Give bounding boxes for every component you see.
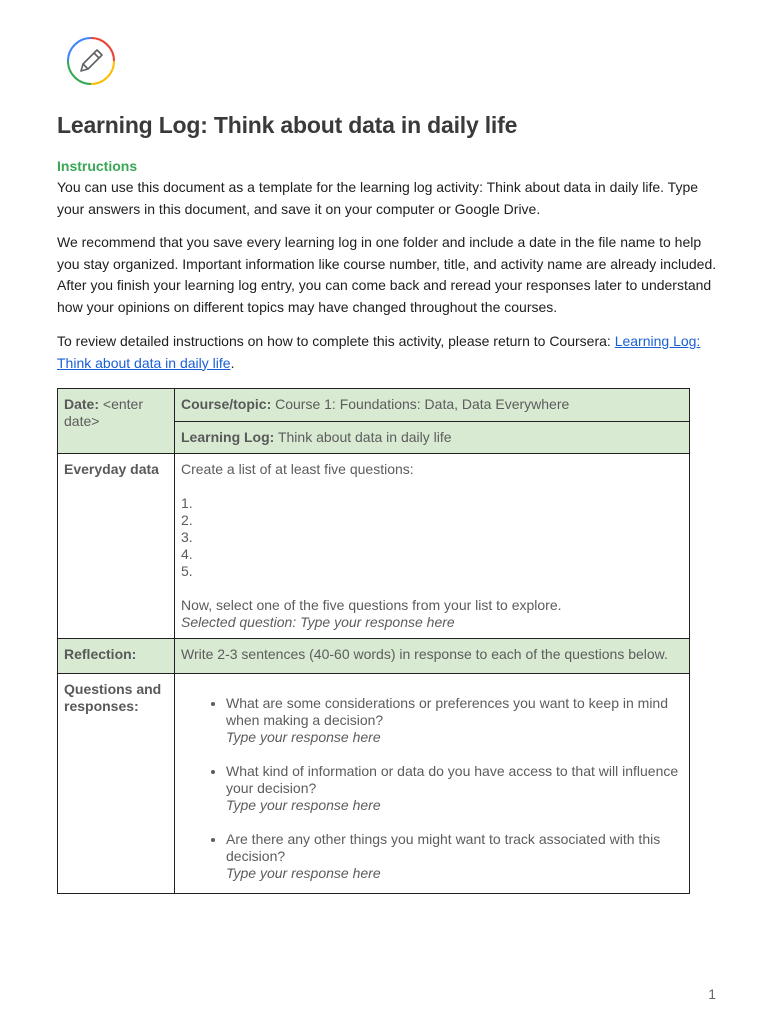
selected-question-line[interactable] — [181, 614, 683, 631]
coursera-activity-link[interactable]: Learning Log: Think about data in daily life — [57, 333, 701, 371]
everyday-prompt: Create a list of at least five questions: — [181, 461, 414, 477]
everyday-data-label: Everyday data — [64, 461, 159, 477]
question-list — [181, 695, 683, 882]
page-title: Learning Log: Think about data in daily life — [57, 112, 518, 138]
instructions-paragraph-2: We recommend that you save every learning log in one folder and include a date in the file name to help you stay organized. Important information like course number, title, and activity name are already included. After you finish your learning log entry, you can come back and reread your responses later to understand how your opinions on different topics may have changed throughout the courses. — [57, 234, 717, 315]
reflection-instruction: Write 2-3 sentences (40-60 words) in response to each of the questions below. — [181, 646, 668, 662]
select-prompt: Now, select one of the five questions from your list to explore. — [181, 597, 562, 613]
pencil-logo-icon — [66, 36, 116, 86]
selected-question-label: Selected question: — [181, 614, 297, 630]
question-number-4[interactable]: 4. — [181, 546, 193, 562]
course-topic-label: Course/topic: — [181, 396, 272, 412]
instructions-paragraph-3-text: To review detailed instructions on how to complete this activity, please return to Coursera: — [57, 333, 615, 349]
everyday-data-content-cell[interactable] — [175, 454, 690, 639]
question-text-2: • What kind of information or data do you have access to that will influence your decision? — [226, 763, 679, 796]
question-number-5[interactable]: 5. — [181, 563, 193, 579]
course-topic-cell — [175, 389, 690, 422]
selected-question-placeholder[interactable]: Type your response here — [300, 614, 455, 630]
reflection-instruction-cell — [175, 639, 690, 674]
reflection-label-cell — [58, 639, 175, 674]
response-placeholder-1[interactable]: Type your response here — [226, 729, 381, 745]
page-number: 1 — [708, 986, 716, 1002]
response-placeholder-3[interactable]: Type your response here — [226, 865, 381, 881]
question-text-3: • Are there any other things you might want to track associated with this decision? — [226, 831, 661, 864]
reflection-label: Reflection: — [64, 646, 137, 662]
learning-log-cell — [175, 422, 690, 454]
instructions-paragraph-3-suffix: . — [230, 354, 235, 371]
learning-log-value: Think about data in daily life — [277, 429, 452, 445]
instructions-paragraph-1: You can use this document as a template for the learning log activity: Think about data in daily life. Type your answers in this document, and save it on your computer or Google Drive. — [57, 179, 699, 217]
date-value[interactable]: <enter date> — [64, 396, 143, 429]
question-text-1: • What are some considerations or preferences you want to keep in mind when making a decision? — [226, 695, 669, 728]
questions-responses-label: Questions and responses: — [64, 681, 162, 714]
instructions-heading: Instructions — [57, 158, 138, 174]
list-item — [226, 695, 683, 746]
question-number-1[interactable]: 1. — [181, 495, 193, 511]
everyday-data-label-cell — [58, 454, 175, 639]
list-item — [226, 831, 683, 882]
question-number-2[interactable]: 2. — [181, 512, 193, 528]
list-item — [226, 763, 683, 814]
course-topic-value: Course 1: Foundations: Data, Data Everywhere — [275, 396, 570, 412]
questions-label-cell — [58, 674, 175, 894]
instructions-paragraph-3 — [57, 331, 717, 374]
learning-log-label: Learning Log: — [181, 429, 275, 445]
date-cell[interactable] — [58, 389, 175, 454]
date-label: Date: — [64, 396, 100, 412]
questions-content-cell — [175, 674, 690, 894]
question-number-3[interactable]: 3. — [181, 529, 193, 545]
response-placeholder-2[interactable]: Type your response here — [226, 797, 381, 813]
learning-log-table — [57, 388, 690, 894]
